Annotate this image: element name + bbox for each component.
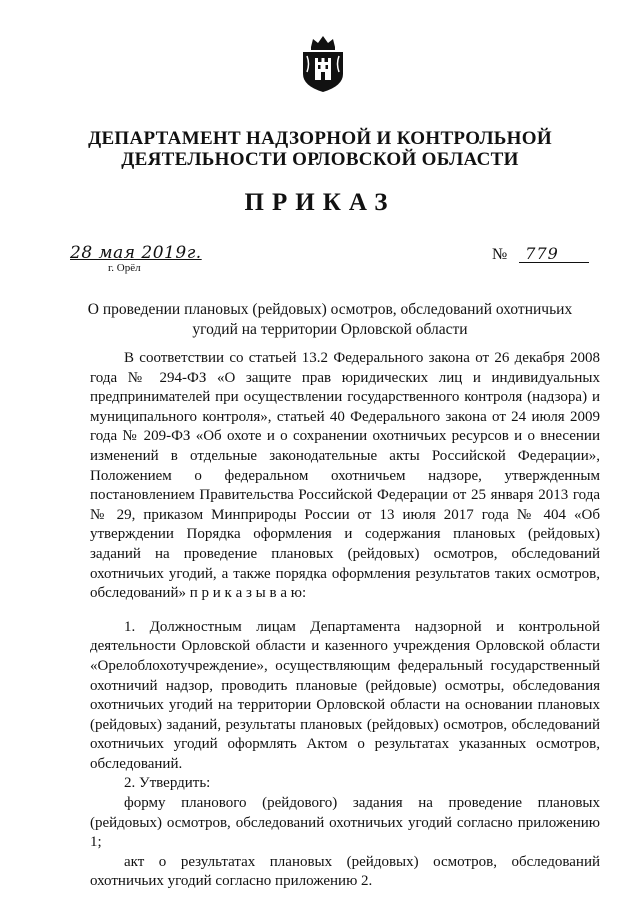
document-type-title: ПРИКАЗ — [244, 189, 396, 216]
item-2a-paragraph: форму планового (рейдового) задания на проведение плановых (рейдовых) осмотров, обследований охотничьих угодий согласно приложению 1; — [90, 795, 600, 851]
order-subject: О проведении плановых (рейдовых) осмотров, обследований охотничьих угодий на территории Орловской области — [87, 301, 573, 338]
order-number — [492, 246, 589, 264]
order-city: г. Орёл — [108, 262, 141, 274]
number-sign: № — [492, 246, 508, 263]
order-body — [90, 349, 600, 892]
order-date: 28 мая 2019г. — [70, 243, 202, 263]
department-name — [0, 128, 640, 170]
item-2b-paragraph: акт о результатах плановых (рейдовых) осмотров, обследований охотничьих угодий согласно приложению 2. — [90, 853, 600, 890]
item-1-paragraph: 1. Должностным лицам Департамента надзорной и контрольной деятельности Орловской области и казенного учреждения Орловской области «Орелоблохотучреждение», осуществляющим федеральный государственный охотничий надзор, проводить плановые (рейдовые) осмотры, обследования охотничьих угодий на территории Орловской области на основании плановых (рейдовых) заданий, результаты плановых (рейдовых) осмотров, обследований охотничьих угодий оформлять Актом о результатах указанных осмотров, обследований. — [90, 618, 600, 772]
preamble-paragraph: В соответствии со статьей 13.2 Федерального закона от 26 декабря 2008 года № 294-ФЗ «О защите прав юридических лиц и индивидуальных предпринимателей при осуществлении государственного контроля (надзора) и муниципального контроля», статьей 40 Федерального закона от 24 июля 2009 года № 209-ФЗ «Об охоте и о сохранении охотничьих ресурсов и о внесении изменений в отдельные законодательные акты Российской Федерации», Положением о федеральном охотничьем надзоре, утвержденным постановлением Правительства Российской Федерации от 25 января 2013 года № 29, приказом Минприроды России от 13 июля 2017 года № 404 «Об утверждении Порядка оформления и содержания плановых (рейдовых) заданий на проведение плановых (рейдовых) осмотров, обследований охотничьих угодий, а также порядка оформления результатов таких осмотров, обследований» п р и к а з ы в а ю: — [90, 350, 600, 602]
number-value: 779 — [519, 246, 589, 263]
item-2-paragraph: 2. Утвердить: — [124, 775, 211, 792]
department-line-2: ДЕЯТЕЛЬНОСТИ ОРЛОВСКОЙ ОБЛАСТИ — [121, 149, 519, 170]
coat-of-arms-icon — [297, 34, 349, 94]
department-line-1: ДЕПАРТАМЕНТ НАДЗОРНОЙ И КОНТРОЛЬНОЙ — [88, 128, 552, 149]
